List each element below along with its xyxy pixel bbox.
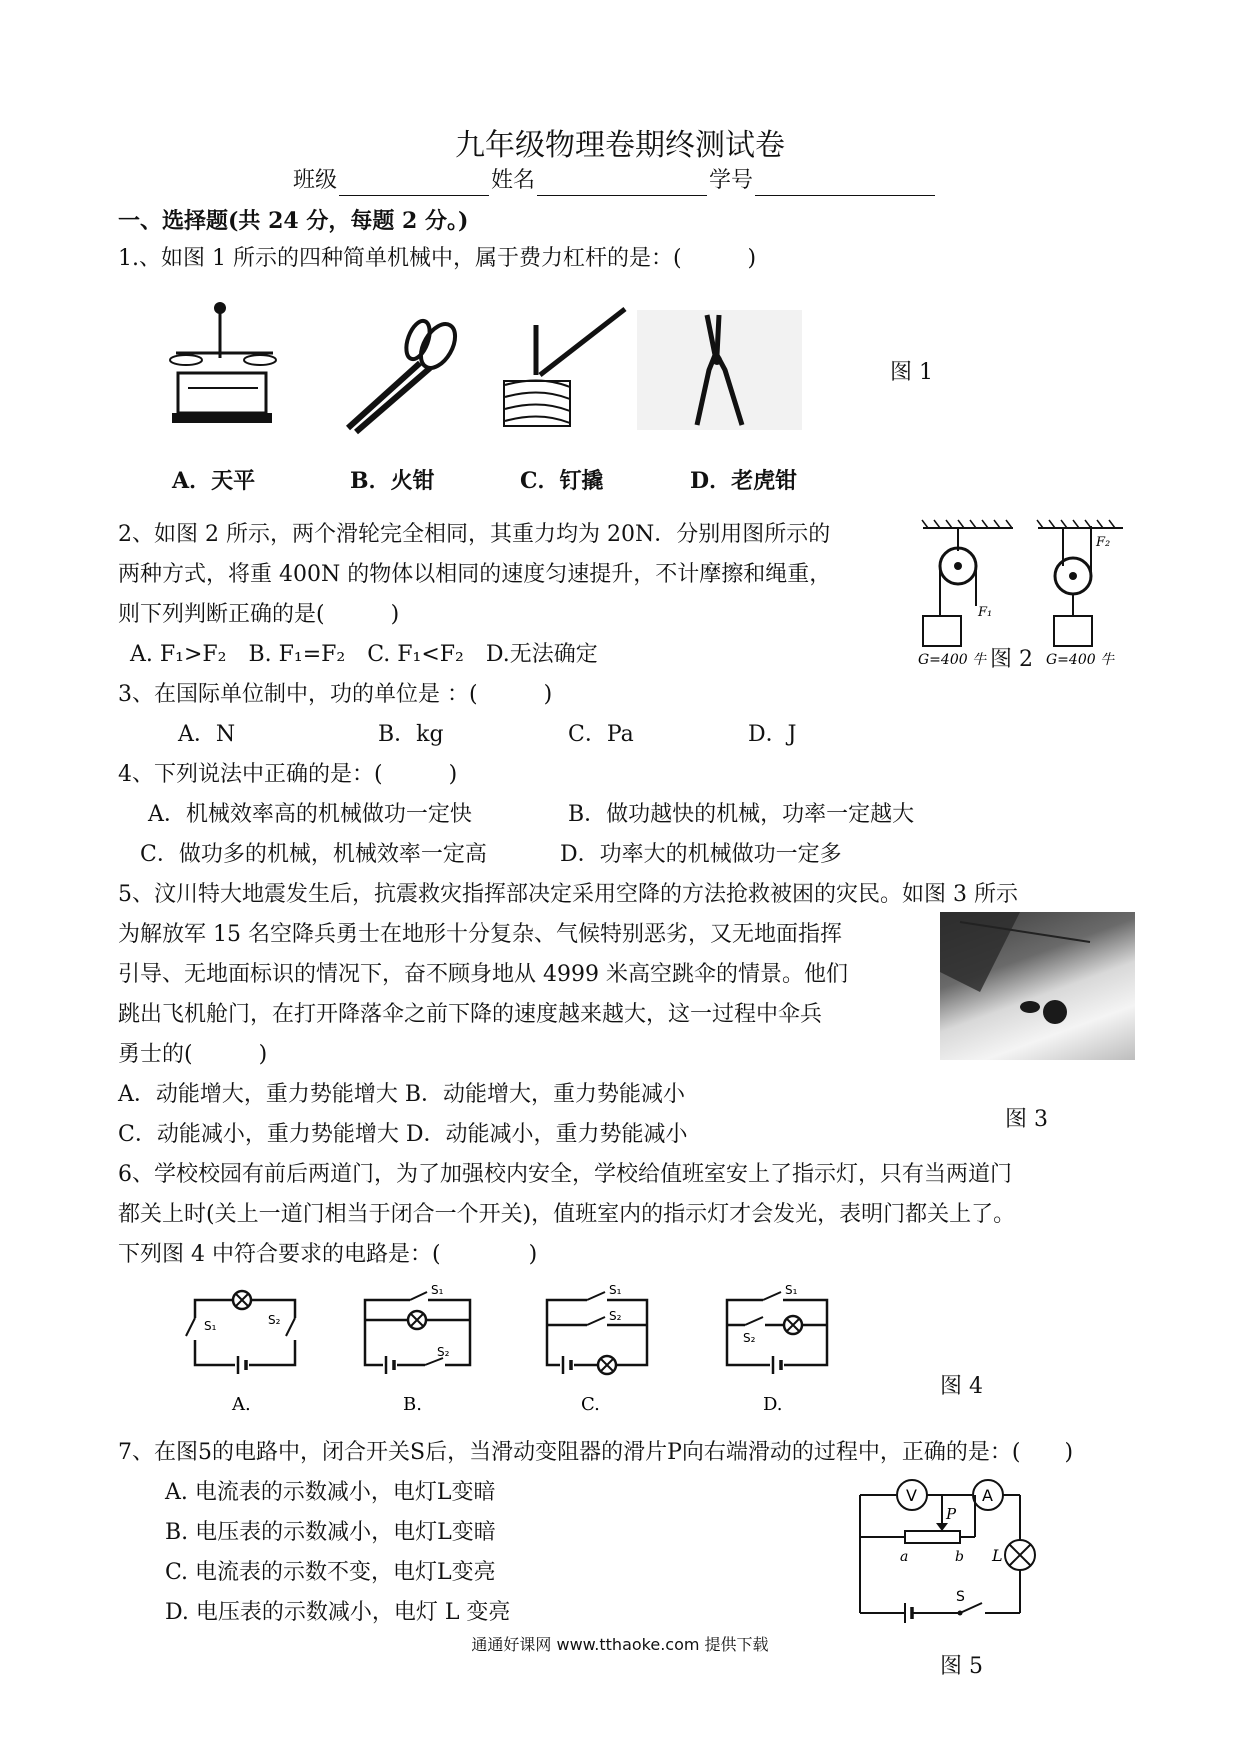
rheostat-a-label: a bbox=[900, 1549, 909, 1565]
figure-2-label: 图 2 bbox=[990, 647, 1033, 672]
circuit-d[interactable] bbox=[715, 1280, 845, 1424]
question-6-line-1: 6、学校校园有前后两道门，为了加强校内安全，学校给值班室安上了指示灯，只有当两道门 bbox=[118, 1162, 1013, 1187]
student-info-line bbox=[293, 166, 937, 196]
q4-option-a[interactable]: A．机械效率高的机械做功一定快 bbox=[148, 802, 472, 827]
question-5-line-2: 为解放军 15 名空降兵勇士在地形十分复杂、气候特别恶劣，又无地面指挥 bbox=[118, 922, 842, 947]
name-label: 姓名 bbox=[491, 168, 536, 193]
weight-label-right: G=400 牛 bbox=[1046, 652, 1115, 668]
circuit-c-s2: S₂ bbox=[609, 1309, 622, 1323]
circuit-a-s2: S₂ bbox=[268, 1313, 281, 1327]
weight-label-left: G=400 牛 bbox=[918, 652, 987, 668]
paratrooper-photo bbox=[940, 912, 1135, 1060]
voltmeter-label: V bbox=[906, 1486, 917, 1505]
fire-tongs-illustration bbox=[338, 318, 468, 442]
class-label: 班级 bbox=[293, 168, 338, 193]
rheostat-b-label: b bbox=[955, 1549, 964, 1565]
figure-1-label: 图 1 bbox=[890, 360, 933, 385]
question-5-line-3: 引导、无地面标识的情况下，奋不顾身地从 4999 米高空跳伞的情景。他们 bbox=[118, 962, 848, 987]
id-blank[interactable] bbox=[755, 173, 935, 196]
q3-option-d[interactable]: D．J bbox=[748, 722, 797, 747]
q4-option-d[interactable]: D．功率大的机械做功一定多 bbox=[560, 842, 842, 867]
pliers-illustration bbox=[637, 310, 802, 430]
switch-s-label: S bbox=[956, 1589, 965, 1605]
question-5-line-4: 跳出飞机舱门，在打开降落伞之前下降的速度越来越大，这一过程中伞兵 bbox=[118, 1002, 823, 1027]
f1-label: F₁ bbox=[978, 605, 993, 620]
section-heading: 一、选择题(共 24 分，每题 2 分。) bbox=[118, 208, 469, 234]
class-blank[interactable] bbox=[339, 173, 489, 196]
q4-option-c[interactable]: C．做功多的机械，机械效率一定高 bbox=[140, 842, 487, 867]
circuit-a-label: A. bbox=[232, 1394, 251, 1415]
q7-option-b[interactable]: B. 电压表的示数减小，电灯L变暗 bbox=[165, 1520, 496, 1545]
q5-options-2[interactable]: C．动能减小，重力势能增大 D．动能减小，重力势能减小 bbox=[118, 1122, 688, 1147]
circuit-a-s1: S₁ bbox=[204, 1319, 217, 1333]
q3-option-a[interactable]: A．N bbox=[178, 722, 236, 747]
question-6-line-2: 都关上时(关上一道门相当于闭合一个开关)，值班室内的指示灯才会发光，表明门都关上了。 bbox=[118, 1202, 1016, 1227]
question-4-text: 4、下列说法中正确的是：( ) bbox=[118, 762, 458, 787]
question-2-line-2: 两种方式，将重 400N 的物体以相同的速度匀速提升，不计摩擦和绳重， bbox=[118, 562, 832, 587]
circuit-b-s2: S₂ bbox=[437, 1345, 450, 1359]
q1-option-d[interactable]: D．老虎钳 bbox=[690, 468, 798, 494]
figure-5-circuit bbox=[850, 1465, 1060, 1624]
q7-option-c[interactable]: C. 电流表的示数不变，电灯L变亮 bbox=[165, 1560, 496, 1585]
q1-option-a[interactable]: A．天平 bbox=[172, 468, 256, 494]
lamp-l-label: L bbox=[992, 1546, 1003, 1565]
nail-puller-illustration bbox=[500, 305, 630, 434]
circuit-c[interactable] bbox=[535, 1280, 665, 1424]
question-5-line-5: 勇士的( ) bbox=[118, 1042, 268, 1067]
figure-3-label: 图 3 bbox=[1005, 1107, 1048, 1132]
q1-option-c[interactable]: C．钉撬 bbox=[520, 468, 604, 494]
circuit-b-s1: S₁ bbox=[431, 1283, 444, 1297]
circuit-b-label: B. bbox=[403, 1394, 422, 1415]
q2-options[interactable]: A. F₁>F₂ B. F₁=F₂ C. F₁<F₂ D.无法确定 bbox=[130, 642, 598, 667]
slider-p-label: P bbox=[946, 1505, 957, 1523]
q5-options-1[interactable]: A．动能增大，重力势能增大 B．动能增大，重力势能减小 bbox=[118, 1082, 686, 1107]
page-title: 九年级物理卷期终测试卷 bbox=[455, 128, 785, 163]
balance-illustration bbox=[168, 298, 288, 437]
figure-4-label: 图 4 bbox=[940, 1374, 983, 1399]
q1-option-b[interactable]: B．火钳 bbox=[350, 468, 435, 494]
q7-option-d[interactable]: D. 电压表的示数减小，电灯 L 变亮 bbox=[165, 1600, 511, 1625]
question-2-line-1: 2、如图 2 所示，两个滑轮完全相同，其重力均为 20N．分别用图所示的 bbox=[118, 522, 831, 547]
question-5-line-1: 5、汶川特大地震发生后，抗震救灾指挥部决定采用空降的方法抢救被困的灾民。如图 3 所示 bbox=[118, 882, 1018, 907]
id-label: 学号 bbox=[709, 168, 754, 193]
circuit-c-label: C. bbox=[581, 1394, 600, 1415]
q7-option-a[interactable]: A. 电流表的示数减小，电灯L变暗 bbox=[165, 1480, 496, 1505]
question-6-line-3: 下列图 4 中符合要求的电路是：( ) bbox=[118, 1242, 538, 1267]
question-7-text: 7、在图5的电路中，闭合开关S后，当滑动变阻器的滑片P向右端滑动的过程中，正确的是：( ) bbox=[118, 1440, 1074, 1465]
q3-option-b[interactable]: B．kg bbox=[378, 722, 444, 747]
footer-credit: 通通好课网 www.tthaoke.com 提供下载 bbox=[471, 1635, 769, 1654]
circuit-d-s1: S₁ bbox=[785, 1283, 798, 1297]
ammeter-label: A bbox=[982, 1486, 993, 1505]
figure-5-label: 图 5 bbox=[940, 1654, 983, 1679]
question-3-text: 3、在国际单位制中，功的单位是 ：( ) bbox=[118, 682, 553, 707]
question-1-text: 1.、如图 1 所示的四种简单机械中，属于费力杠杆的是：( ) bbox=[118, 246, 757, 271]
circuit-c-s1: S₁ bbox=[609, 1283, 622, 1297]
q3-option-c[interactable]: C．Pa bbox=[568, 722, 634, 747]
circuit-d-s2: S₂ bbox=[743, 1331, 756, 1345]
circuit-d-label: D. bbox=[763, 1394, 783, 1415]
q4-option-b[interactable]: B．做功越快的机械，功率一定越大 bbox=[568, 802, 915, 827]
name-blank[interactable] bbox=[537, 173, 707, 196]
question-2-line-3: 则下列判断正确的是( ) bbox=[118, 602, 400, 627]
f2-label: F₂ bbox=[1096, 535, 1111, 550]
circuit-b[interactable] bbox=[355, 1280, 485, 1424]
circuit-a[interactable] bbox=[180, 1280, 310, 1424]
